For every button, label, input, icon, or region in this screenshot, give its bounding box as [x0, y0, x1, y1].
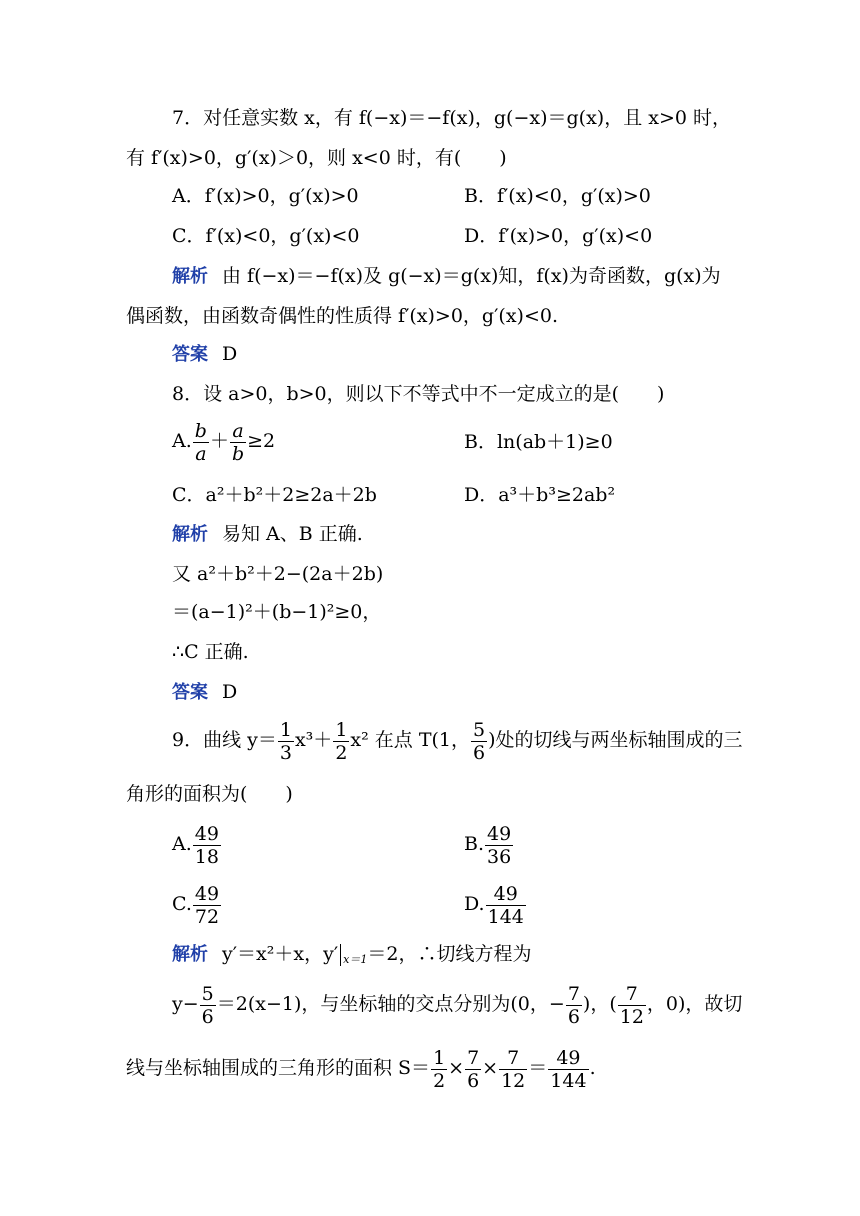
q9-option-d	[464, 880, 527, 928]
q9-option-c	[172, 880, 222, 928]
q9-option-a	[172, 820, 222, 868]
q9-analysis-text1a: y′＝x²＋x，y′	[222, 943, 339, 965]
fraction	[618, 983, 646, 1028]
q9-analysis-text3a: 线与坐标轴围成的三角形的面积 S＝	[126, 1057, 431, 1079]
analysis-label: 解析	[172, 524, 208, 545]
answer-label: 答案	[172, 344, 208, 365]
denominator: 2	[433, 1069, 446, 1092]
denominator: a	[195, 442, 207, 465]
q9-stem-line2: 角形的面积为( )	[126, 783, 293, 805]
denominator: 2	[335, 741, 348, 764]
q8-stem: 8．设 a>0，b>0，则以下不等式中不一定成立的是( )	[172, 383, 665, 405]
denominator: 144	[487, 905, 524, 928]
numerator: b	[194, 419, 207, 442]
fraction	[278, 719, 294, 764]
q9-stem-line1	[172, 716, 743, 764]
q9-stem-prefix: 9．曲线 y＝	[172, 729, 277, 751]
option-prefix: C.	[172, 893, 192, 915]
q8-option-b: B．ln(ab＋1)≥0	[464, 431, 613, 453]
numerator: 49	[548, 1047, 588, 1070]
q8-answer	[172, 680, 237, 705]
q8-analysis-line1	[172, 522, 363, 547]
numerator: 49	[487, 822, 512, 845]
fraction	[471, 719, 487, 764]
denominator: b	[231, 442, 245, 465]
fraction	[230, 420, 246, 465]
q8-analysis-line3: ＝(a−1)²＋(b−1)²≥0，	[172, 601, 382, 623]
q9-analysis-text2b: ＝2(x−1)，与坐标轴的交点分别为(0，−	[216, 993, 565, 1015]
numerator: 7	[499, 1047, 527, 1070]
numerator: 49	[194, 822, 219, 845]
q7-analysis-text1: 由 f(−x)＝−f(x)及 g(−x)＝g(x)知，f(x)为奇函数，g(x)为	[222, 265, 721, 287]
option-prefix: D.	[464, 893, 485, 915]
q8-option-a	[172, 418, 275, 465]
times-sign: ×	[448, 1057, 465, 1079]
numerator: 1	[335, 718, 348, 741]
fraction	[499, 1047, 527, 1092]
plus-sign: ＋	[209, 430, 229, 452]
analysis-label: 解析	[172, 944, 208, 965]
q7-answer	[172, 342, 237, 367]
q9-analysis-text2d: ，0)，故切	[646, 993, 743, 1015]
q7-analysis-line1	[172, 264, 721, 289]
denominator: 6	[201, 1005, 214, 1028]
equals-sign: ＝	[528, 1057, 548, 1079]
q8-option-c: C．a²＋b²＋2≥2a＋2b	[172, 484, 377, 506]
q9-analysis-text2c: )，(	[582, 993, 617, 1015]
fraction	[200, 983, 216, 1028]
denominator: 6	[473, 741, 486, 764]
fraction	[193, 420, 209, 465]
q7-stem-line2: 有 f′(x)>0，g′(x)＞0，则 x<0 时，有( )	[126, 147, 507, 169]
answer-label: 答案	[172, 682, 208, 703]
q7-option-a: A．f′(x)>0，g′(x)>0	[172, 185, 359, 207]
numerator: 7	[467, 1046, 480, 1069]
numerator: 49	[486, 883, 526, 906]
numerator: 1	[279, 718, 292, 741]
fraction	[431, 1047, 447, 1092]
q9-analysis-line1	[172, 942, 531, 967]
denominator: 72	[194, 905, 220, 928]
q8-analysis-text1: 易知 A、B 正确.	[222, 523, 363, 545]
fraction	[193, 823, 221, 868]
q9-analysis-text2a: y−	[172, 993, 199, 1015]
denominator: 6	[467, 1069, 480, 1092]
q7-option-c: C．f′(x)<0，g′(x)<0	[172, 225, 360, 247]
q8-analysis-line4: ∴C 正确.	[172, 641, 249, 663]
denominator: 3	[279, 741, 292, 764]
evaluation-subscript: x＝1	[343, 953, 368, 966]
denominator: 6	[567, 1005, 580, 1028]
numerator: 7	[618, 983, 646, 1006]
q9-option-b	[464, 820, 514, 868]
q8-analysis-line2: 又 a²＋b²＋2−(2a＋2b)	[172, 563, 384, 585]
analysis-label: 解析	[172, 266, 208, 287]
q9-analysis-text1b: ＝2，∴切线方程为	[367, 943, 532, 965]
q8-answer-value: D	[222, 681, 238, 703]
evaluation-bar	[340, 944, 341, 966]
q9-stem-suffix: )处的切线与两坐标轴围成的三	[488, 729, 743, 751]
q9-analysis-line3	[126, 1044, 596, 1092]
q7-analysis-line2: 偶函数，由函数奇偶性的性质得 f′(x)>0，g′(x)<0.	[126, 305, 559, 327]
option-prefix: B.	[464, 833, 485, 855]
fraction	[193, 883, 221, 928]
denominator: 12	[619, 1005, 644, 1028]
denominator: 36	[487, 845, 512, 868]
times-sign: ×	[482, 1057, 499, 1079]
numerator: 5	[201, 982, 214, 1005]
denominator: 12	[501, 1069, 526, 1092]
q7-option-b: B．f′(x)<0，g′(x)>0	[464, 185, 651, 207]
fraction	[465, 1047, 481, 1092]
option-suffix: ≥2	[247, 430, 276, 452]
fraction	[333, 719, 349, 764]
fraction	[486, 883, 526, 928]
option-prefix: A.	[172, 430, 192, 452]
period: .	[589, 1057, 596, 1079]
denominator: 144	[550, 1069, 587, 1092]
denominator: 18	[194, 845, 219, 868]
numerator: 49	[194, 882, 220, 905]
q9-stem-mid1: x³＋	[294, 729, 333, 751]
numerator: 1	[433, 1046, 446, 1069]
q7-answer-value: D	[222, 343, 238, 365]
q9-stem-mid2: x² 在点 T(1，	[350, 729, 470, 751]
fraction	[566, 983, 582, 1028]
q7-option-d: D．f′(x)>0，g′(x)<0	[464, 225, 653, 247]
fraction	[485, 823, 513, 868]
numerator: a	[230, 420, 246, 443]
option-prefix: A.	[172, 833, 192, 855]
q9-analysis-line2	[172, 980, 742, 1028]
q7-stem-line1: 7．对任意实数 x，有 f(−x)＝−f(x)，g(−x)＝g(x)，且 x>0 时，	[172, 107, 731, 129]
fraction	[548, 1047, 588, 1092]
numerator: 5	[473, 718, 486, 741]
numerator: 7	[567, 982, 580, 1005]
q8-option-d: D．a³＋b³≥2ab²	[464, 484, 616, 506]
